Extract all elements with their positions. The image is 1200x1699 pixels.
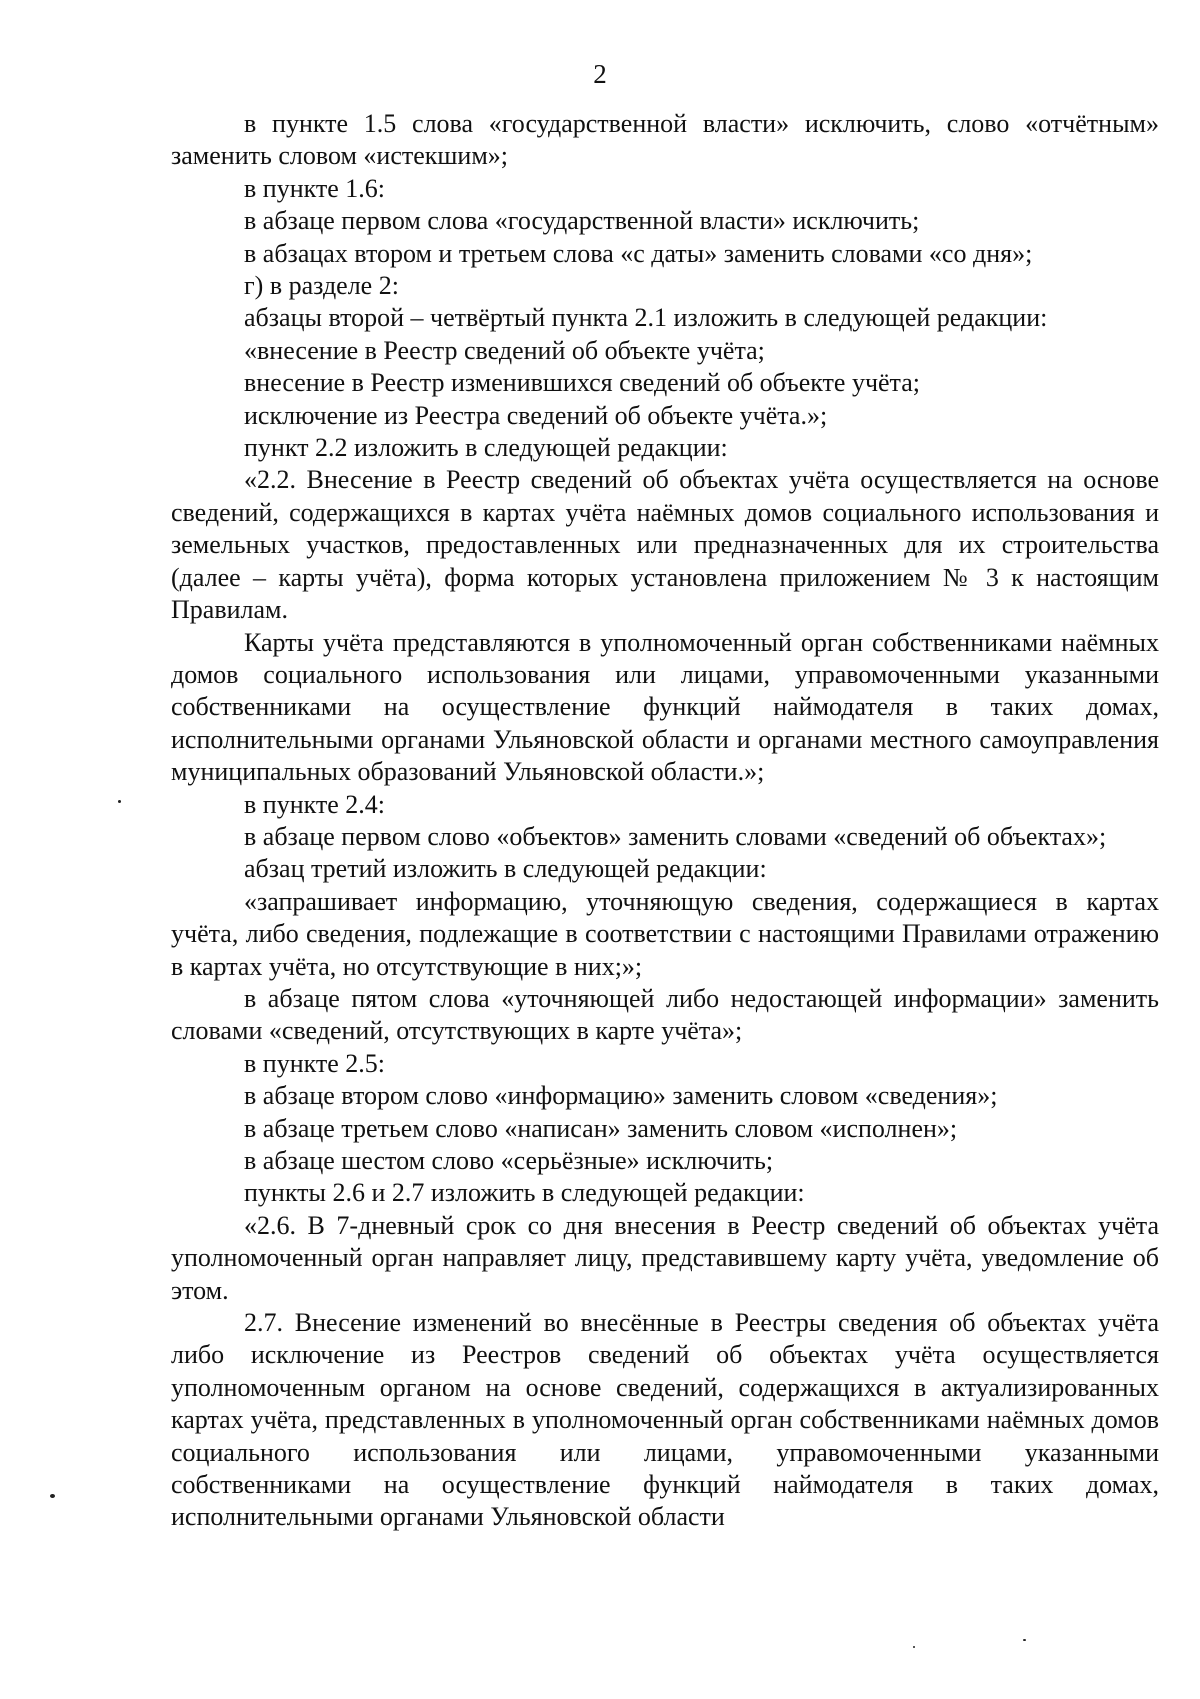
paragraph: «запрашивает информацию, уточняющую сведения, содержащиеся в картах учёта, либо сведения, подлежащие в соответствии с настоящими Правилами отражению в картах учёта, но отсутствующие в них;»; (171, 886, 1159, 981)
paragraph: пункт 2.2 изложить в следующей редакции: (244, 433, 728, 463)
paragraph: в абзаце шестом слово «серьёзные» исключить; (244, 1146, 774, 1175)
paragraph: в пункте 2.4: (244, 789, 386, 819)
paragraph: абзацы второй – четвёртый пункта 2.1 изложить в следующей редакции: (244, 303, 1048, 333)
paragraph: в пункте 2.5: (244, 1048, 386, 1078)
scan-speck (118, 800, 121, 803)
paragraph: Карты учёта представляются в уполномоченный орган собственниками наёмных домов социального использования или лицами, управомоченными указанными собственниками на осуществление функций наймодателя в таких домах, исполнительными органами Ульяновской области и органами местного самоуправления муниципальных образований Ульяновской области.»; (171, 627, 1159, 787)
paragraph: 2.7. Внесение изменений во внесённые в Реестры сведения об объектах учёта либо исключение из Реестров сведений об объектах учёта осуществляется уполномоченным органом на основе сведений, содержащихся в актуализированных картах учёта, представленных в уполномоченный орган собственниками наёмных домов социального использования или лицами, управомоченными указанными собственниками на осуществление функций наймодателя в таких домах, исполнительными органами Ульяновской области (171, 1308, 1159, 1532)
paragraph: «2.2. Внесение в Реестр сведений об объектах учёта осуществляется на основе сведений, содержащихся в картах учёта наёмных домов социального использования и земельных участков, предоставленных или предназначенных для их строительства (далее – карты учёта), форма которых установлена приложением № 3 к настоящим Правилам. (171, 465, 1159, 625)
paragraph: пункты 2.6 и 2.7 изложить в следующей редакции: (244, 1178, 805, 1208)
paragraph: «внесение в Реестр сведений об объекте учёта; (244, 335, 765, 365)
paragraph: в пункте 1.5 слова «государственной власти» исключить, слово «отчётным» заменить словом «истекшим»; (171, 109, 1159, 171)
paragraph: в абзаце третьем слово «написан» заменить словом «исполнен»; (244, 1113, 958, 1143)
scan-speck (50, 1494, 55, 1498)
paragraph: в абзаце пятом слова «уточняющей либо недостающей информации» заменить словами «сведений, отсутствующих в карте учёта»; (171, 983, 1159, 1046)
paragraph: г) в разделе 2: (244, 271, 399, 301)
scan-speck (1023, 1639, 1026, 1641)
paragraph: в пункте 1.6: (244, 173, 386, 203)
paragraph: внесение в Реестр изменившихся сведений об объекте учёта; (244, 368, 920, 398)
page-number: 2 (593, 59, 607, 89)
paragraph: в абзацах втором и третьем слова «с даты» заменить словами «со дня»; (244, 238, 1033, 268)
paragraph: «2.6. В 7-дневный срок со дня внесения в Реестр сведений об объектах учёта уполномоченный орган направляет лицу, представившему карту учёта, уведомление об этом. (171, 1210, 1159, 1305)
scan-speck (913, 1646, 915, 1648)
paragraph: исключение из Реестра сведений об объекте учёта.»; (244, 400, 828, 430)
paragraph: в абзаце втором слово «информацию» заменить словом «сведения»; (244, 1081, 998, 1111)
paragraph: в абзаце первом слово «объектов» заменить словами «сведений об объектах»; (244, 821, 1107, 851)
document-body (171, 108, 1159, 1534)
paragraph: в абзаце первом слова «государственной власти» исключить; (244, 206, 920, 236)
paragraph: абзац третий изложить в следующей редакции: (244, 854, 767, 884)
